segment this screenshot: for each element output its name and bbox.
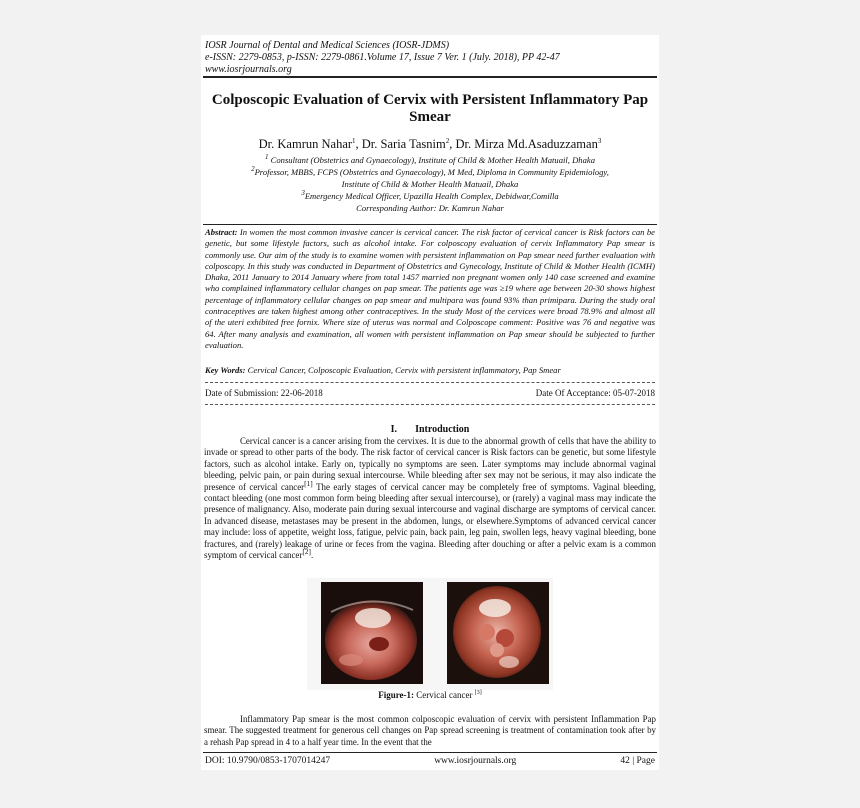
page-number: 42 | Page — [620, 756, 655, 766]
affil-text: Corresponding Author: Dr. Kamrun Nahar — [356, 203, 504, 213]
acceptance-date: Date Of Acceptance: 05-07-2018 — [535, 388, 655, 398]
intro-text: . — [310, 550, 314, 561]
affil-text: Consultant (Obstetrics and Gynaecology), Institute of Child & Mother Health Matuail, Dhaka — [268, 155, 596, 165]
journal-issn: e-ISSN: 2279-0853, p-ISSN: 2279-0861.Volume 17, Issue 7 Ver. 1 (July. 2018), PP 42-47 — [205, 52, 560, 63]
affil-sup: 3 — [301, 189, 305, 198]
intro-text: The early stages of cervical cancer may be completely free of symptoms. Vaginal bleeding, contact bleeding (one most common form being bleeding after sexual intercourse), or (rarely) a vaginal mass may indicate the presence of malignancy. Also, moderate pain during sexual intercourse and vaginal discharge are symptoms of cervical cancer. In advanced disease, metastases may be present in the abdomen, lungs, or elsewhere.Symptoms of advanced cervical cancer may include: loss of appetite, weight loss, fatigue, pelvic pain, back pain, leg pain, swollen legs, heavy vaginal bleeding, bone fractures, and (rarely) leakage of urine or feces from the vagina. Bleeding after douching or after a pelvic exam is a common symptom of cervical cancer — [204, 481, 656, 561]
abstract-label: Abstract: — [205, 227, 238, 237]
section-heading — [203, 424, 657, 435]
author-name: Dr. Saria Tasnim — [361, 137, 446, 151]
citation-ref[interactable]: [3] — [474, 690, 482, 696]
author-separator: , — [449, 137, 456, 151]
author-name: Dr. Mirza Md.Asaduzzaman — [455, 137, 598, 151]
dashed-divider — [205, 404, 655, 405]
abstract-text: In women the most common invasive cancer is cervical cancer. The risk factor of cervical cancer is Risk factors can be genetic, but some lifestyle factors, such as alcohol intake. For colposcopy evaluation of cervix Inflammatory Pap smear is commonly use. Our aim of the study is to examine women with persistent inflammation on Pap smear need further evaluation with colposcopy. In this study was conducted in Department of Obstetrics and Gynecology, Institute of Child & Mother Health (ICMH) Dhaka, 2011 January to 2014 January where from total 1457 married non pregnant women only 140 case screened and examine who complained inflammatory cellular changes on pap smear. The patients age was ≥19 where age between 20-30 shows highest percentage of inflammatory cellular changes on pap smear and multipara was found 93% than primipara. During the study oral contraceptives are taken highest among other contraceptives. In the study Most of the cervices were broad 78.9% and almost all of the uteri exhibited free fornix. Where size of uterus was normal and Colposcope comment: Positive was 76 and negative was 64. After many analysis and examination, all women with persistent inflammation on Pap smear should be subjected to further evaluation. — [205, 227, 655, 350]
journal-website[interactable]: www.iosrjournals.org — [205, 64, 292, 75]
author-affil-ref: 2 — [445, 136, 450, 145]
section-title: Introduction — [415, 424, 470, 435]
keywords-text: Cervical Cancer, Colposcopic Evaluation, Cervix with persistent inflammatory, Pap Smear — [245, 365, 561, 375]
intro-text: Inflammatory Pap smear is the most common colposcopic evaluation of cervix with persistent Inflammation Pap smear. The suggested treatment for generous cell changes on Pap spread screening is treatment of contamination took after by a rehash Pap spread in 4 to a half year time. In the event that the — [204, 714, 656, 747]
journal-name: IOSR Journal of Dental and Medical Sciences (IOSR-JDMS) — [205, 40, 450, 51]
affiliation-line — [203, 178, 657, 190]
abstract — [205, 227, 655, 351]
figure-1 — [307, 578, 553, 690]
corresponding-author — [203, 202, 657, 214]
footer-rule — [203, 752, 657, 753]
cervix-photo-1 — [321, 582, 423, 684]
affiliations — [203, 154, 657, 214]
page-footer — [205, 756, 655, 766]
journal-header — [205, 40, 655, 76]
keywords-label: Key Words: — [205, 365, 246, 375]
figure-caption-text: Cervical cancer — [414, 690, 475, 700]
affil-sup: 2 — [251, 165, 255, 174]
affil-sup: 1 — [264, 153, 269, 162]
header-rule — [203, 76, 657, 78]
keywords — [205, 365, 655, 375]
intro-paragraph-2 — [204, 714, 656, 748]
affil-text: Emergency Medical Officer, Upazilla Health Complex, Debidwar,Comilla — [304, 191, 559, 201]
cervix-photo-2 — [447, 582, 549, 684]
paper-title: Colposcopic Evaluation of Cervix with Persistent Inflammatory Pap Smear — [211, 92, 649, 125]
doi[interactable]: DOI: 10.9790/0853-1707014247 — [205, 756, 331, 766]
author-affil-ref: 3 — [597, 136, 602, 145]
author-separator: , — [355, 137, 362, 151]
submission-dates — [205, 388, 655, 398]
affil-text: Institute of Child & Mother Health Matuail, Dhaka — [341, 179, 519, 189]
author-affil-ref: 1 — [352, 136, 356, 145]
figure-caption — [307, 690, 553, 700]
abstract-top-rule — [203, 224, 657, 225]
author-name: Dr. Kamrun Nahar — [258, 137, 353, 151]
affiliation-line — [203, 154, 657, 166]
submission-date: Date of Submission: 22-06-2018 — [205, 388, 323, 398]
intro-text: Cervical cancer is a cancer arising from the cervixes. It is due to the abnormal growth of cells that have the ability to invade or spread to other parts of the body. The risk factor of cervical cancer is Risk factors can be genetic, but some lifestyle factors, such as alcohol intake. Early on, typically no symptoms are seen. Later symptoms may include abnormal vaginal bleeding, pelvic pain, or pain during sexual intercourse. While bleeding after sex may not be serious, it may also indicate the presence of cervical cancer — [204, 436, 656, 492]
section-number: I. — [390, 424, 398, 435]
author-list — [203, 137, 657, 152]
dashed-divider — [205, 382, 655, 383]
citation-ref[interactable]: [2] — [302, 547, 311, 557]
figure-label: Figure-1: — [378, 690, 415, 700]
affil-text: Professor, MBBS, FCPS (Obstetrics and Gynaecology), M Med, Diploma in Community Epidemiology, — [254, 167, 609, 177]
citation-ref[interactable]: [1] — [304, 478, 313, 488]
footer-website[interactable]: www.iosrjournals.org — [434, 756, 517, 766]
affiliation-line — [203, 190, 657, 202]
intro-paragraph — [204, 436, 656, 561]
affiliation-line — [203, 166, 657, 178]
